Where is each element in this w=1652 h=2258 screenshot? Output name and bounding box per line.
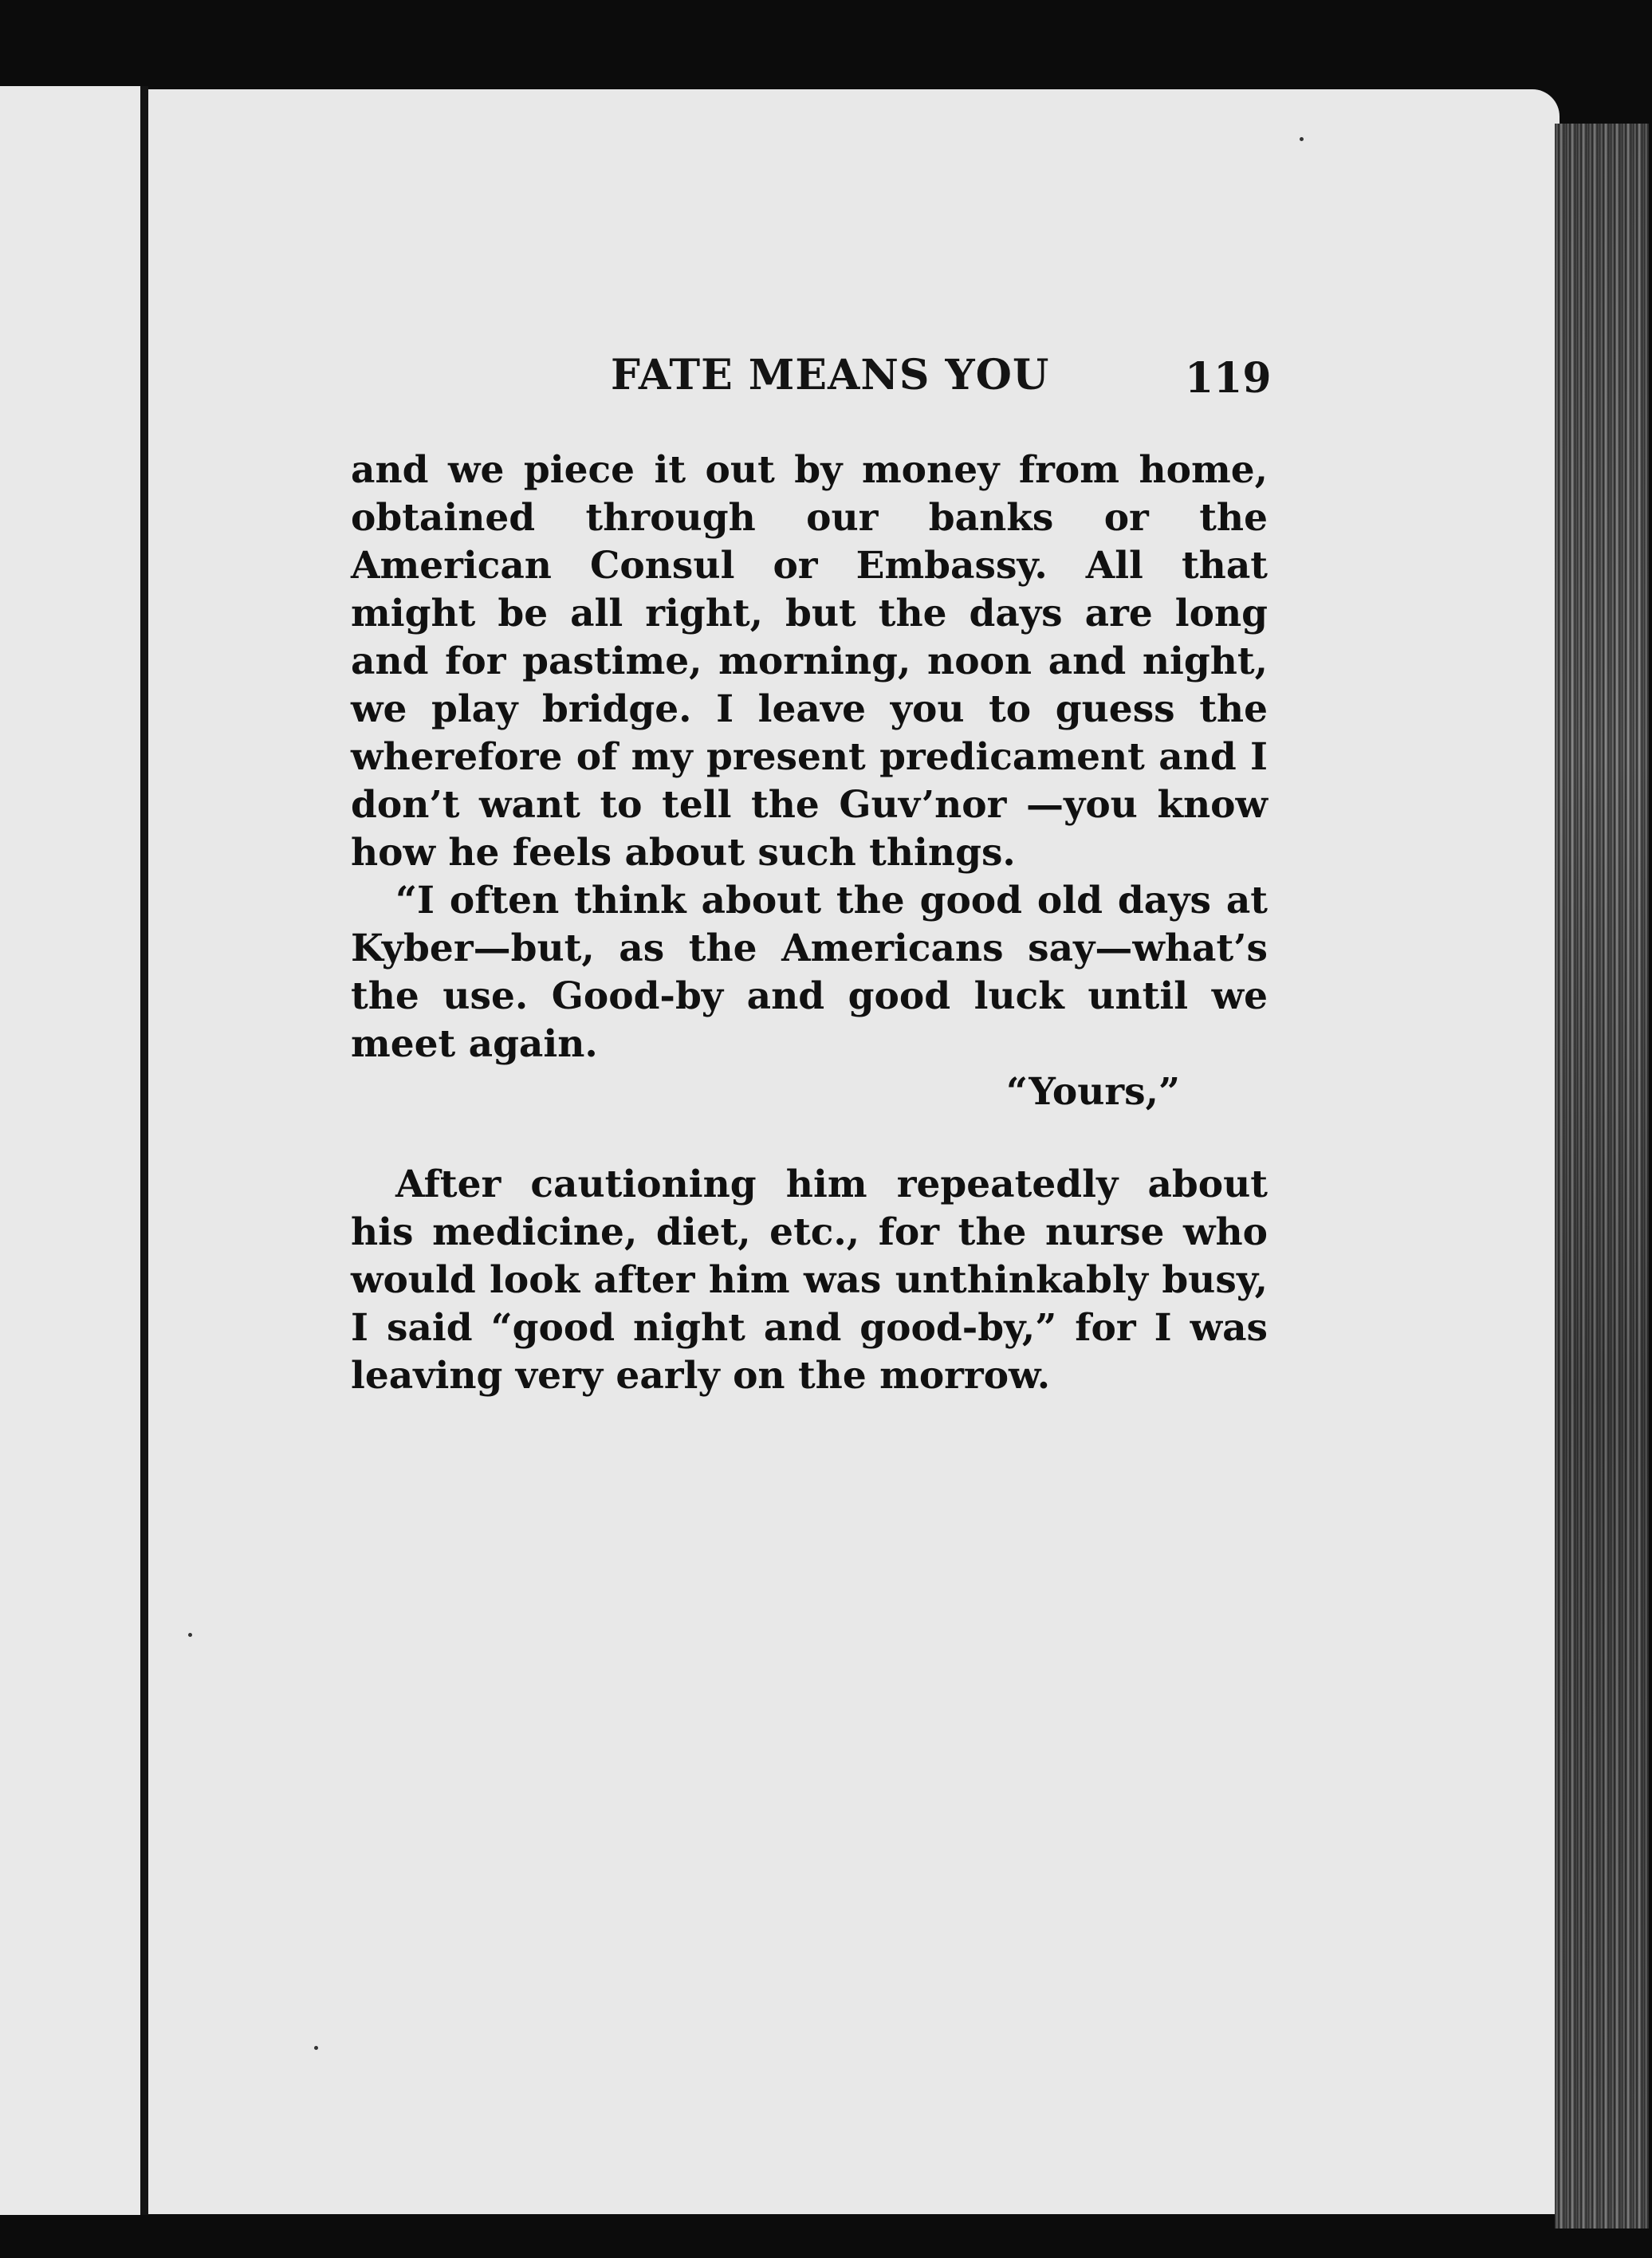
dust-speck <box>314 2046 318 2050</box>
paragraph-letter-closing: “I often think about the good old days at Kyber—but, as the Americans say—what’s the use. Good-by and good luck until we meet again. <box>351 879 1268 1066</box>
paragraph-gap <box>351 1116 1268 1161</box>
body-text <box>351 446 1268 1400</box>
book-gutter <box>140 86 148 2215</box>
facing-page-edge <box>0 86 140 2215</box>
paragraph-letter-continued: and we piece it out by money from home, obtained through our banks or the American Consul or Embassy. All that might be all right, but the days are long and for pastime, morning, noon and night, we play bridge. I leave you to guess the wherefore of my present predicament and I don’t want to tell the Guv’nor —you know how he feels about such things. <box>351 448 1268 875</box>
page-stack-shadow <box>1555 124 1649 2228</box>
letter-signoff: “Yours,” <box>1006 1070 1180 1114</box>
running-head-title: FATE MEANS YOU <box>611 351 1050 399</box>
page-number: 119 <box>1185 354 1272 403</box>
dust-speck <box>188 1633 192 1637</box>
paragraph-narrative: After cautioning him repeatedly about his medicine, diet, etc., for the nurse who would look after him was unthinkably busy, I said “good night and good-by,” for I was leaving very early on the morrow. <box>351 1162 1268 1398</box>
running-head <box>351 351 1272 415</box>
dust-speck <box>1300 137 1304 141</box>
